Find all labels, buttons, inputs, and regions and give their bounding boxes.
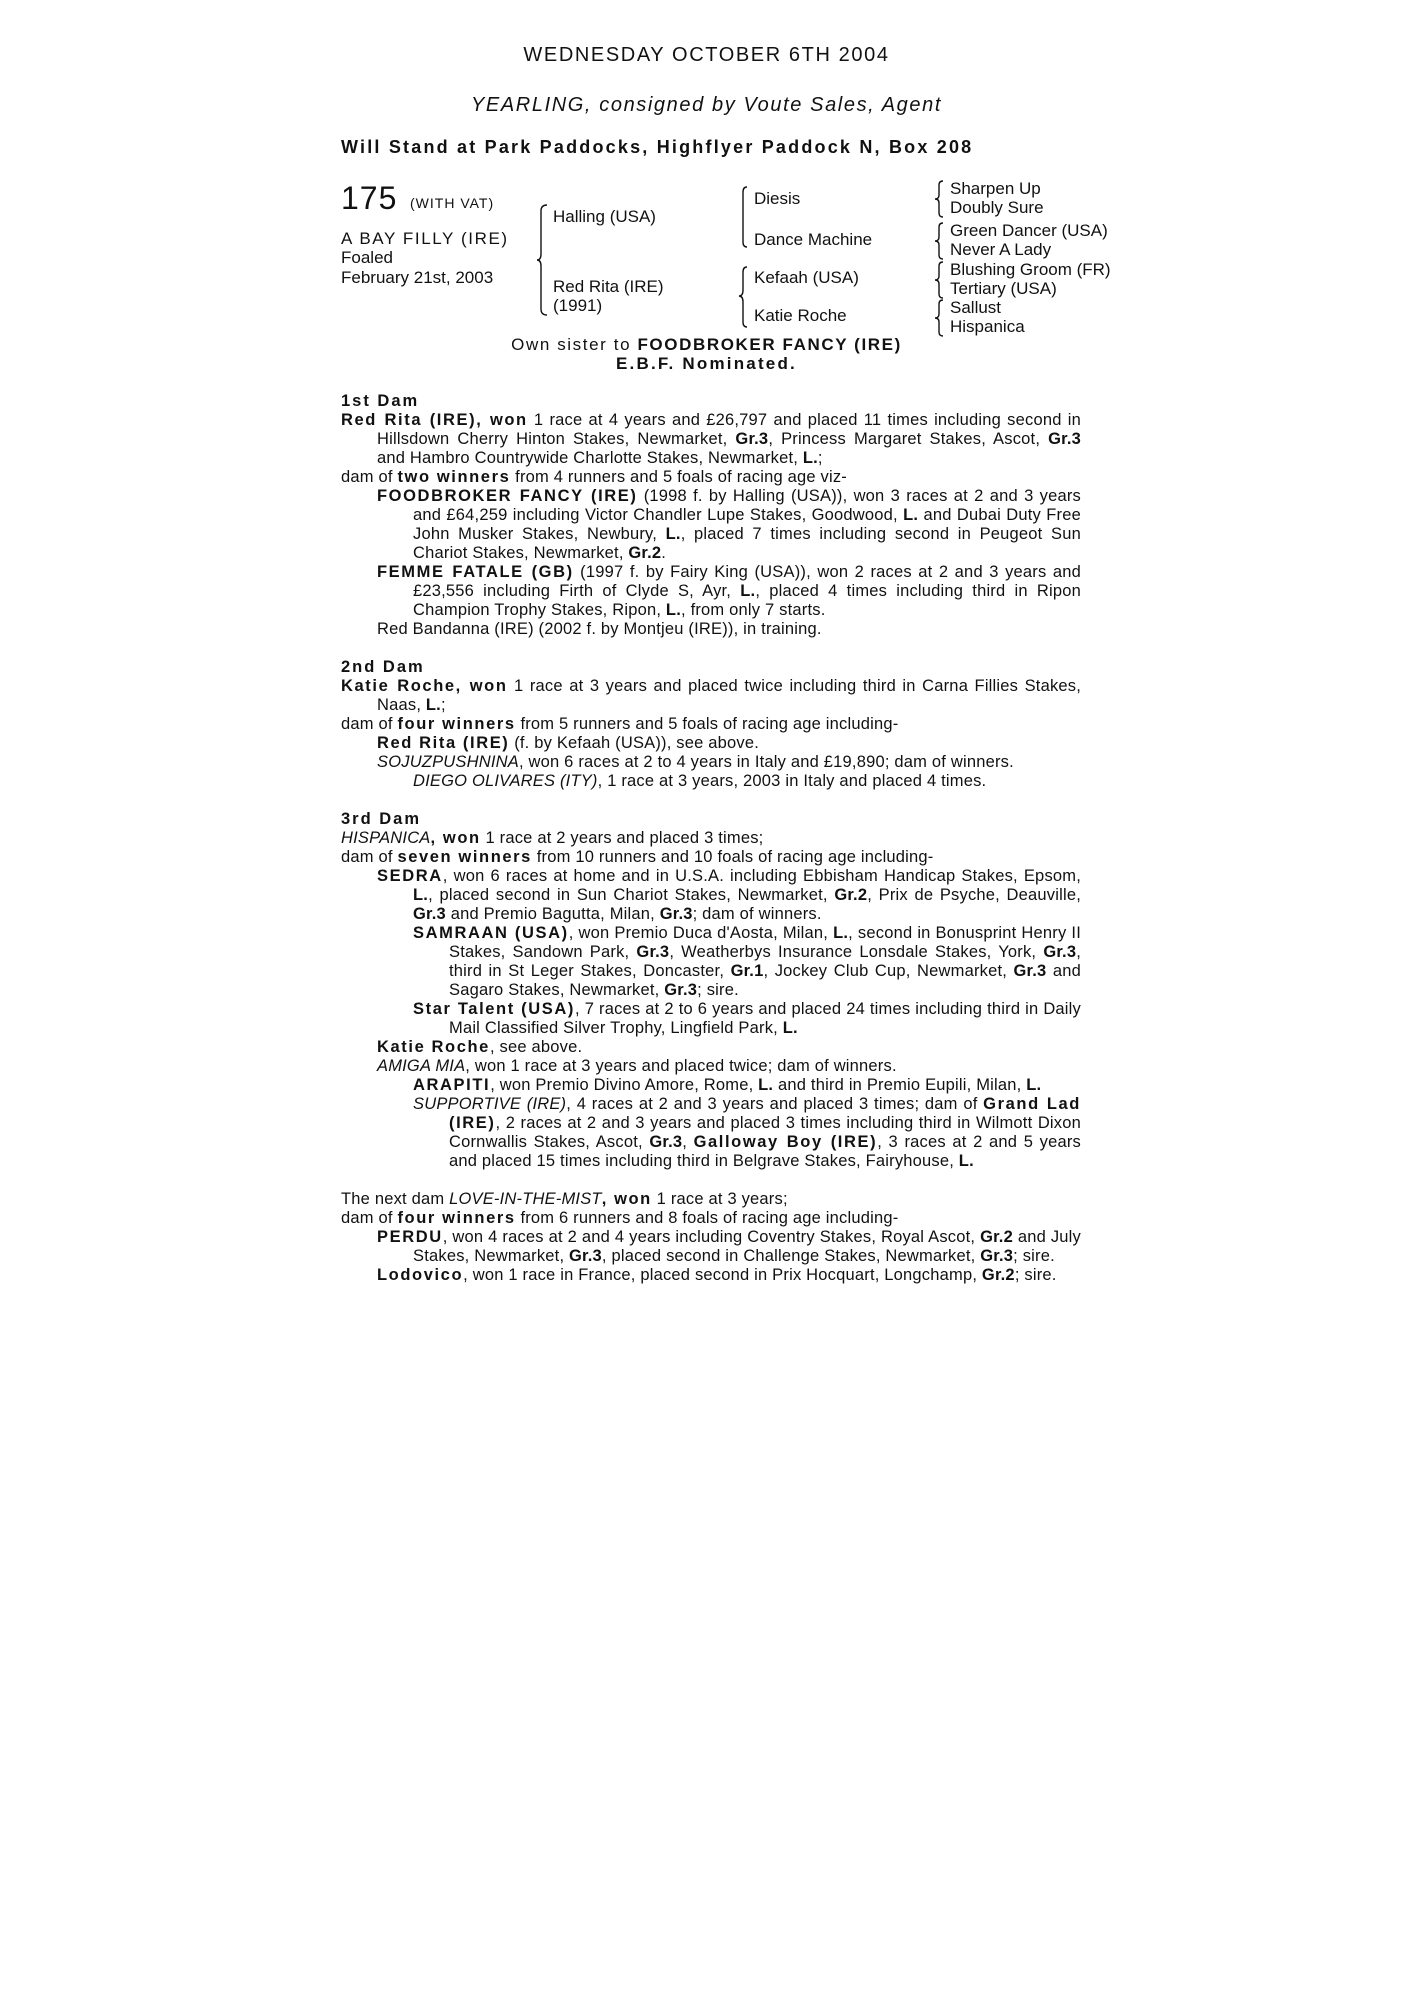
second-dam-heading: 2nd Dam (341, 658, 425, 676)
section-gap (341, 639, 1081, 658)
first-dam-heading: 1st Dam (341, 392, 420, 410)
produce-record (341, 392, 1081, 1285)
second-dam-produce-1: Red Rita (IRE) (f. by Kefaah (USA)), see above. (377, 734, 760, 752)
next-dam-produce-line: dam of four winners from 6 runners and 8 foals of racing age including- (341, 1209, 899, 1227)
first-dam-produce-3: Red Bandanna (IRE) (2002 f. by Montjeu (IRE)), in training. (377, 620, 822, 638)
location-line: Will Stand at Park Paddocks, Highflyer Paddock N, Box 208 (341, 137, 974, 157)
third-dam-produce-line: dam of seven winners from 10 runners and 10 foals of racing age including- (341, 848, 934, 866)
pedigree-ggp-6: Tertiary (USA) (950, 279, 1057, 298)
next-dam-produce-1: PERDU, won 4 races at 2 and 4 years including Coventry Stakes, Royal Ascot, Gr.2 and July Stakes, Newmarket, Gr.3, placed second in Challenge Stakes, Newmarket, Gr.3; sire. (377, 1228, 1081, 1265)
lot-description: A BAY FILLY (IRE) (341, 229, 509, 248)
third-dam-produce-3: Star Talent (USA), 7 races at 2 to 6 years and placed 24 times including third in Daily Mail Classified Silver Trophy, Lingfield Park, L. (413, 1000, 1081, 1037)
foaled-date: February 21st, 2003 (341, 268, 494, 287)
third-dam-produce-5: AMIGA MIA, won 1 race at 3 years and placed twice; dam of winners. (377, 1057, 897, 1075)
pedigree-dam-sire: Kefaah (USA) (754, 268, 859, 287)
first-dam-record: Red Rita (IRE), won 1 race at 4 years and £26,797 and placed 11 times including second in Hillsdown Cherry Hinton Stakes, Newmarket, Gr.3, Princess Margaret Stakes, Ascot, Gr.3 and Hambro Countrywide Charlotte Stakes, Newmarket, L.; (341, 411, 1081, 467)
pedigree-brace-main (537, 204, 549, 316)
pedigree-brace-g1 (935, 180, 945, 218)
own-sister-name: FOODBROKER FANCY (IRE) (637, 335, 902, 354)
pedigree-ggp-3: Green Dancer (USA) (950, 221, 1108, 240)
pedigree-sire: Halling (USA) (553, 207, 656, 226)
second-dam-produce-line: dam of four winners from 5 runners and 5 foals of racing age including- (341, 715, 899, 733)
pedigree-brace-sire (739, 186, 749, 248)
section-gap (341, 791, 1081, 810)
pedigree-brace-dam (739, 266, 749, 328)
pedigree-brace-g3 (935, 261, 945, 299)
pedigree-brace-g2 (935, 222, 945, 260)
pedigree-ggp-7: Sallust (950, 298, 1002, 317)
pedigree-ggp-1: Sharpen Up (950, 179, 1041, 198)
second-dam-produce-2: SOJUZPUSHNINA, won 6 races at 2 to 4 years in Italy and £19,890; dam of winners. (377, 753, 1014, 771)
second-dam-record: Katie Roche, won 1 race at 3 years and placed twice including third in Carna Fillies Stakes, Naas, L.; (341, 677, 1082, 714)
third-dam-record: HISPANICA, won 1 race at 2 years and placed 3 times; (341, 829, 764, 847)
consignment-line: YEARLING, consigned by Voute Sales, Agent (470, 94, 943, 116)
pedigree-ggp-2: Doubly Sure (950, 198, 1044, 217)
next-dam-record: The next dam LOVE-IN-THE-MIST, won 1 race at 3 years; (341, 1190, 788, 1208)
pedigree-dam: Red Rita (IRE) (553, 277, 664, 296)
first-dam-produce-line: dam of two winners from 4 runners and 5 foals of racing age viz- (341, 468, 848, 486)
first-dam-produce-1: FOODBROKER FANCY (IRE) (1998 f. by Halling (USA)), won 3 races at 2 and 3 years and £64,259 including Victor Chandler Lupe Stakes, Goodwood, L. and Dubai Duty Free John Musker Stakes, Newbury, L., placed 7 times including second in Peugeot Sun Chariot Stakes, Newmarket, Gr.2. (377, 487, 1081, 562)
pedigree-sire-dam: Dance Machine (754, 230, 873, 249)
first-dam-produce-2: FEMME FATALE (GB) (1997 f. by Fairy King (USA)), won 2 races at 2 and 3 years and £23,556 including Firth of Clyde S, Ayr, L., placed 4 times including third in Ripon Champion Trophy Stakes, Ripon, L., from only 7 starts. (377, 563, 1082, 619)
third-dam-produce-2: SAMRAAN (USA), won Premio Duca d'Aosta, Milan, L., second in Bonusprint Henry II Stakes, Sandown Park, Gr.3, Weatherbys Insurance Lonsdale Stakes, York, Gr.3, third in St Leger Stakes, Doncaster, Gr.1, Jockey Club Cup, Newmarket, Gr.3 and Sagaro Stakes, Newmarket, Gr.3; sire. (413, 924, 1082, 999)
foaled-label: Foaled (341, 248, 393, 267)
pedigree-ggp-8: Hispanica (950, 317, 1025, 336)
third-dam-produce-1: SEDRA, won 6 races at home and in U.S.A. including Ebbisham Handicap Stakes, Epsom, L., placed second in Sun Chariot Stakes, Newmarket, Gr.2, Prix de Psyche, Deauville, Gr.3 and Premio Bagutta, Milan, Gr.3; dam of winners. (377, 867, 1082, 923)
pedigree-dam-dam: Katie Roche (754, 306, 847, 325)
lot-number: 175 (341, 180, 398, 216)
own-sister-note: Own sister to FOODBROKER FANCY (IRE) (511, 335, 902, 354)
vat-note: (WITH VAT) (410, 195, 495, 211)
sale-date: WEDNESDAY OCTOBER 6TH 2004 (523, 44, 890, 66)
third-dam-produce-7: SUPPORTIVE (IRE), 4 races at 2 and 3 years and placed 3 times; dam of Grand Lad (IRE), 2 races at 2 and 3 years and placed 3 times including third in Wilmott Dixon Cornwallis Stakes, Ascot, Gr.3, Galloway Boy (IRE), 3 races at 2 and 5 years and placed 15 times including third in Belgrave Stakes, Fairyhouse, L. (413, 1095, 1081, 1170)
pedigree-brace-g4 (935, 299, 945, 337)
section-gap (341, 1171, 1081, 1190)
ebf-note: E.B.F. Nominated. (616, 354, 797, 373)
third-dam-heading: 3rd Dam (341, 810, 422, 828)
third-dam-produce-4: Katie Roche, see above. (377, 1038, 583, 1056)
pedigree-dam-year: (1991) (553, 296, 603, 315)
next-dam-produce-2: Lodovico, won 1 race in France, placed second in Prix Hocquart, Longchamp, Gr.2; sire. (377, 1266, 1057, 1284)
pedigree-ggp-5: Blushing Groom (FR) (950, 260, 1111, 279)
pedigree-sire-sire: Diesis (754, 189, 801, 208)
third-dam-produce-6: ARAPITI, won Premio Divino Amore, Rome, L. and third in Premio Eupili, Milan, L. (413, 1076, 1042, 1094)
second-dam-produce-3: DIEGO OLIVARES (ITY), 1 race at 3 years, 2003 in Italy and placed 4 times. (413, 772, 987, 790)
pedigree-ggp-4: Never A Lady (950, 240, 1052, 259)
